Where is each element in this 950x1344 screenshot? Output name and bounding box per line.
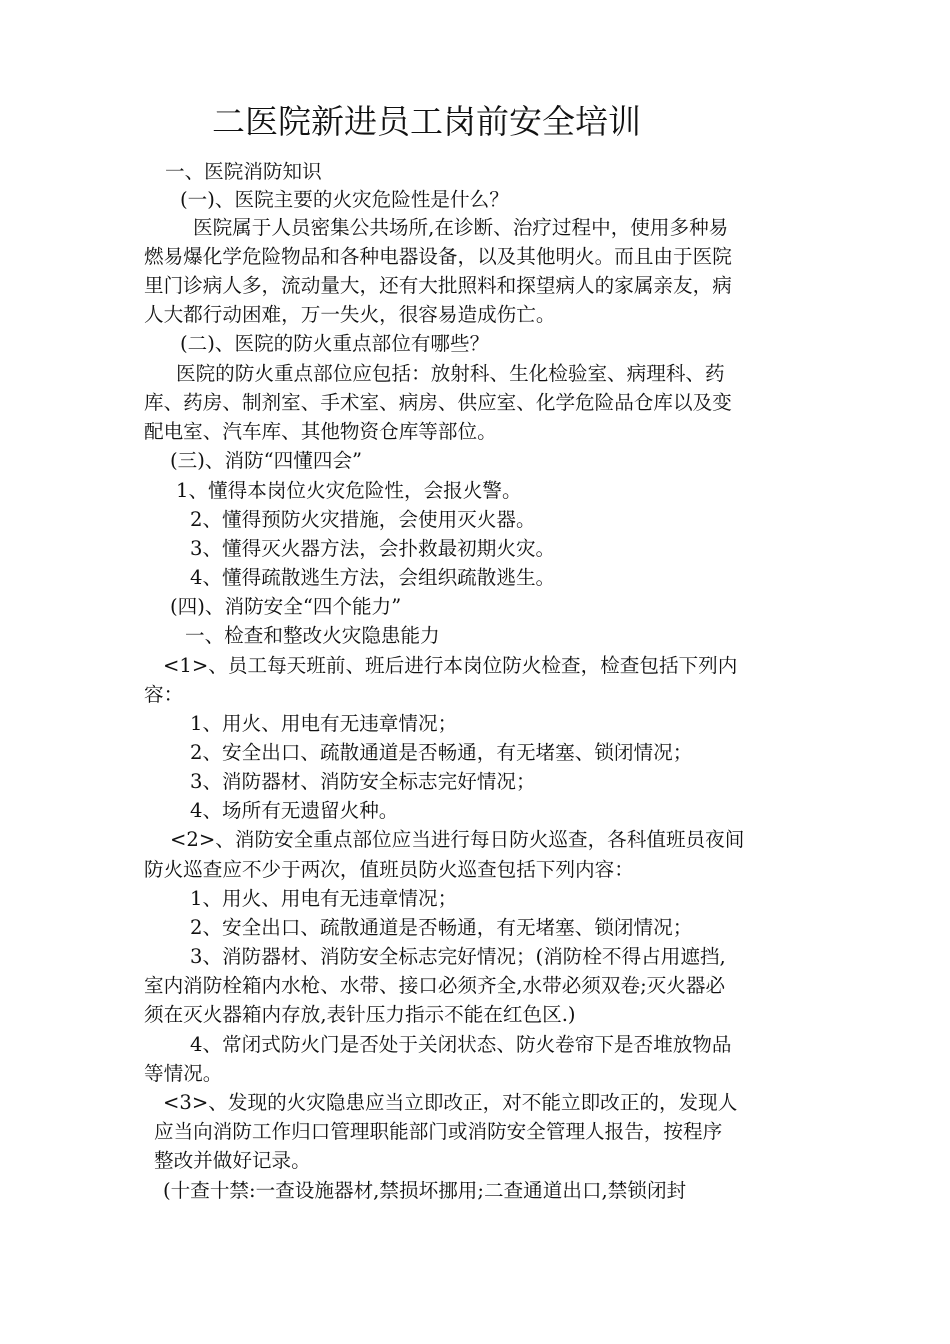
paragraph-line: 配电室、汽车库、其他物资仓库等部位。 <box>144 420 497 443</box>
paragraph-line: 应当向消防工作归口管理职能部门或消防安全管理人报告，按程序 <box>154 1120 723 1143</box>
paragraph-line: 整改并做好记录。 <box>154 1149 311 1172</box>
section-heading: 一、医院消防知识 <box>165 160 322 183</box>
list-item: 2、安全出口、疏散通道是否畅通，有无堵塞、锁闭情况； <box>190 916 693 939</box>
subsection-heading: 一、检查和整改火灾隐患能力 <box>185 624 440 647</box>
paragraph-line: 须在灭火器箱内存放,表针压力指示不能在红色区.) <box>144 1003 576 1026</box>
list-item: 2、安全出口、疏散通道是否畅通，有无堵塞、锁闭情况； <box>190 741 693 764</box>
list-item: 3、懂得灭火器方法，会扑救最初期火灾。 <box>190 537 556 560</box>
paragraph-line: 等情况。 <box>144 1062 223 1085</box>
paragraph-line: (十查十禁:一查设施器材,禁损坏挪用;二查通道出口,禁锁闭封 <box>163 1179 687 1202</box>
paragraph-line: 里门诊病人多，流动量大，还有大批照料和探望病人的家属亲友，病 <box>144 274 732 297</box>
paragraph-line: 室内消防栓箱内水枪、水带、接口必须齐全,水带必须双卷;灭火器必 <box>144 974 726 997</box>
list-item: 1、用火、用电有无违章情况； <box>190 712 458 735</box>
list-item: 4、常闭式防火门是否处于关闭状态、防火卷帘下是否堆放物品 <box>190 1033 732 1056</box>
list-item: 1、用火、用电有无违章情况； <box>190 887 458 910</box>
subsection-heading: (四)、消防安全“四个能力” <box>170 595 402 618</box>
paragraph-line: <3>、发现的火灾隐患应当立即改正，对不能立即改正的，发现人 <box>163 1091 738 1114</box>
subsection-heading: (一)、医院主要的火灾危险性是什么？ <box>180 188 509 211</box>
paragraph-line: 人大都行动困难，万一失火，很容易造成伤亡。 <box>144 303 556 326</box>
paragraph-line: 医院属于人员密集公共场所,在诊断、治疗过程中，使用多种易 <box>193 216 729 239</box>
subsection-heading: (二)、医院的防火重点部位有哪些？ <box>180 332 490 355</box>
list-item: 4、懂得疏散逃生方法，会组织疏散逃生。 <box>190 566 556 589</box>
paragraph-line: 医院的防火重点部位应包括：放射科、生化检验室、病理科、药 <box>176 362 725 385</box>
paragraph-line: 容： <box>144 683 184 706</box>
paragraph-line: <2>、消防安全重点部位应当进行每日防火巡查，各科值班员夜间 <box>170 828 745 851</box>
paragraph-line: <1>、员工每天班前、班后进行本岗位防火检查，检查包括下列内 <box>163 654 738 677</box>
paragraph-line: 燃易爆化学危险物品和各种电器设备，以及其他明火。而且由于医院 <box>144 245 732 268</box>
list-item: 4、场所有无遗留火种。 <box>190 799 399 822</box>
list-item: 3、消防器材、消防安全标志完好情况；(消防栓不得占用遮挡, <box>190 945 726 968</box>
subsection-heading: (三)、消防“四懂四会” <box>170 449 363 472</box>
list-item: 1、懂得本岗位火灾危险性，会报火警。 <box>176 479 522 502</box>
document-title: 二医院新进员工岗前安全培训 <box>212 102 641 141</box>
list-item: 2、懂得预防火灾措施，会使用灭火器。 <box>190 508 536 531</box>
paragraph-line: 防火巡查应不少于两次，值班员防火巡查包括下列内容： <box>144 858 634 881</box>
paragraph-line: 库、药房、制剂室、手术室、病房、供应室、化学危险品仓库以及变 <box>144 391 732 414</box>
list-item: 3、消防器材、消防安全标志完好情况； <box>190 770 536 793</box>
